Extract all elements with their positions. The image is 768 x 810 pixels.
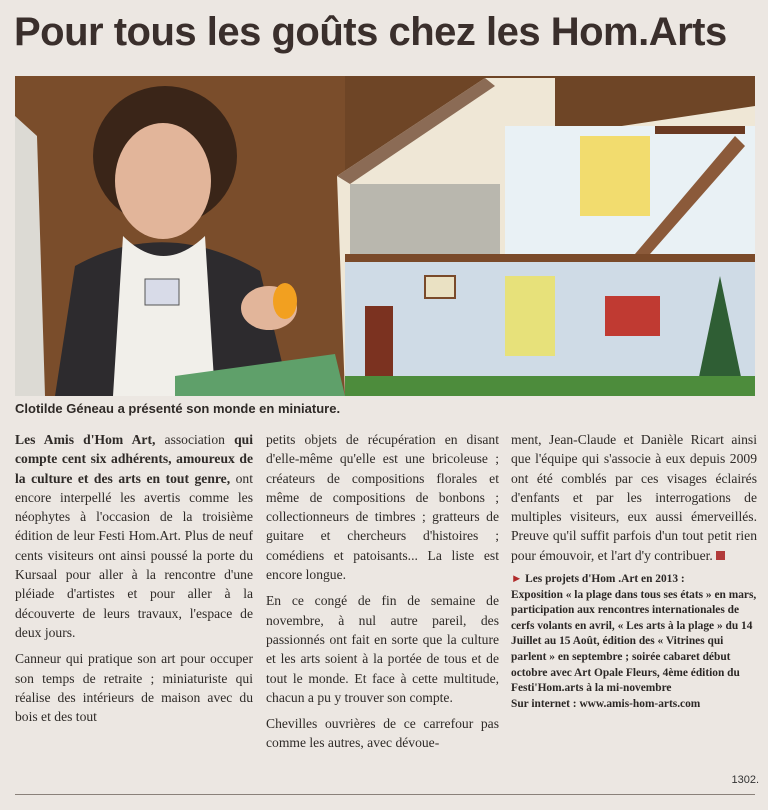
arrow-icon: ► (511, 573, 523, 586)
projects-box-website: Sur internet : www.amis-hom-arts.com (511, 697, 701, 710)
column-2 (266, 430, 499, 760)
col1-paragraph-1 (15, 430, 253, 642)
col1-lead-bold-2: qui compte cent six adhérents, amoureux de la culture et des arts en tout genre, (15, 432, 253, 486)
photo-caption: Clotilde Géneau a présenté son monde en miniature. (15, 401, 341, 416)
projects-box-header (511, 572, 757, 588)
bottom-rule (15, 794, 755, 795)
page-number: 1302. (731, 774, 759, 786)
col2-paragraph-3: Chevilles ouvrières de ce carrefour pas comme les autres, avec dévoue- (266, 716, 499, 751)
article-photo (15, 76, 755, 396)
col2-paragraph-1: petits objets de récupération en disant d'elle-même qu'elle est une bricoleuse ; créateurs de compositions florales et même de compositions de bonbons ; collectionneurs de timbres ; gratteurs de guitare et chercheurs d'histoires ; comédiens et patoisants... La liste est encore longue. (266, 432, 499, 583)
photo-illustration (15, 76, 755, 396)
col3-paragraph-1 (511, 430, 757, 565)
end-of-article-icon (716, 551, 725, 560)
projects-box-title: Les projets d'Hom .Art en 2013 : (525, 573, 685, 586)
projects-box-body: Exposition « la plage dans tous ses états » en mars, participation aux rencontres internationales de cerfs volants en avril, « Les arts à la plage » du 14 Juillet au 15 Août, édition des « Vitrines qui parlent » en septembre ; soirée cabaret début octobre avec Art Opale Fleurs, 4ème édition du Festi'Hom.arts à la mi-novembre (511, 588, 757, 695)
col1-body-text: ont encore interpellé les avertis comme les néophytes à l'occasion de la troisième édition de leur Festi Hom.Art. Plus de neuf cents visiteurs ont ainsi poussé la porte du Kursaal pour aller à la rencontre d'une pléiade d'artistes et pour aller à la découverte de leurs travaux, l'espace de deux jours. (15, 470, 253, 640)
col1-paragraph-2: Canneur qui pratique son art pour occuper son temps de retraite ; miniaturiste qui réalise des intérieurs de maison avec du bois et des tout (15, 651, 253, 725)
col1-lead-bold: Les Amis d'Hom Art, (15, 432, 156, 447)
col3-body-text: ment, Jean-Claude et Danièle Ricart ainsi que l'équipe qui s'associe à eux depuis 2009 ont été comblés par ces visages éclairés d'enfants et par les interrogations de multiples visiteurs, eux aussi émerveillés. Preuve qu'il suffit parfois d'un tout petit rien pour émouvoir, et l'art d'y contribuer. (511, 432, 757, 563)
column-3 (511, 430, 757, 712)
headline: Pour tous les goûts chez les Hom.Arts (14, 10, 727, 54)
projects-box (511, 572, 757, 712)
col2-paragraph-2: En ce congé de fin de semaine de novembre, à nul autre pareil, des passionnés ont fait en sorte que la culture et les arts soient à la portée de tous et de tout le monde. Et face à cette multitude, chacun a pu y trouver son compte. (266, 593, 499, 705)
column-1 (15, 430, 253, 733)
col1-lead-text: association (155, 432, 235, 447)
